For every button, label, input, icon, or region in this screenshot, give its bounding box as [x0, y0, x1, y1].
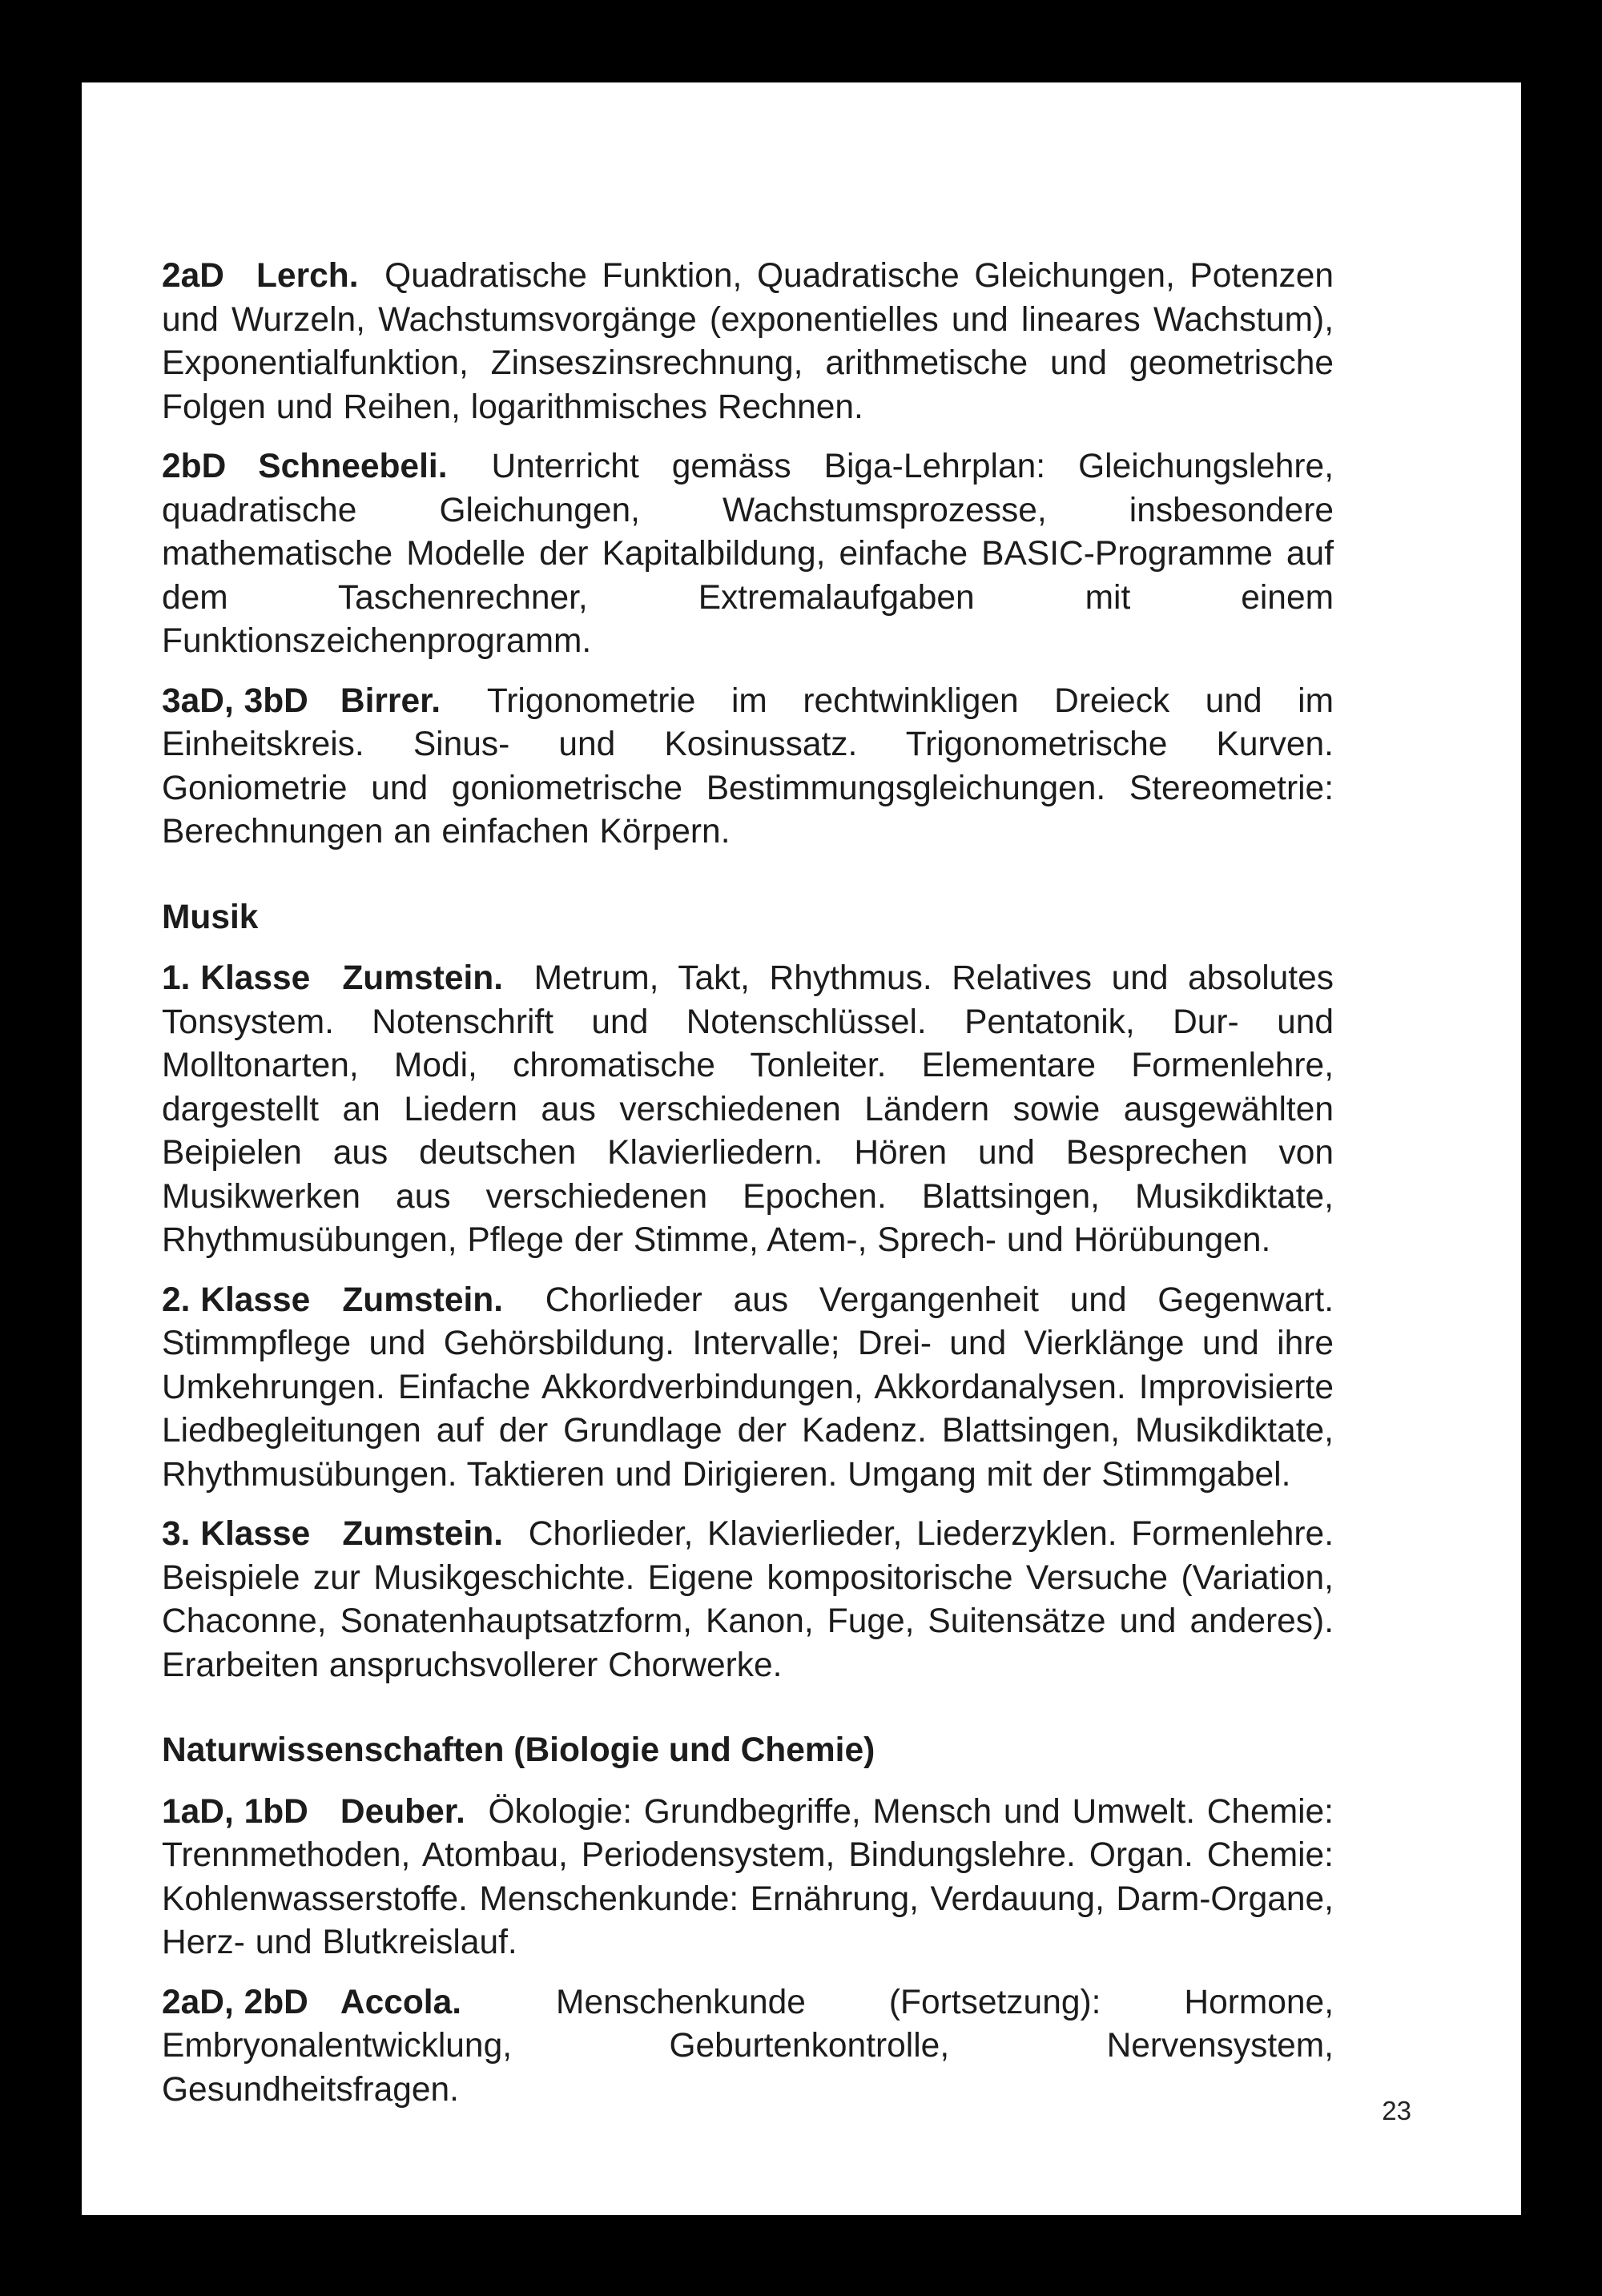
class-code: 3. Klasse — [162, 1515, 311, 1553]
course-entry — [162, 1279, 1334, 1498]
course-description: Quadratische Funktion, Quadratische Gleichungen, Potenzen und Wurzeln, Wachstumsvorgänge (exponentielles und lineares Wachstum), Exponentialfunktion, Zinseszinsrechnung, arithmetische und geometrische Folgen und Reihen, logarithmisches Rechnen. — [162, 257, 1334, 426]
class-code: 2aD — [162, 257, 224, 295]
teacher-name: Deuber. — [340, 1792, 465, 1831]
teacher-name: Accola. — [340, 1983, 462, 2021]
class-code: 2bD — [162, 448, 227, 485]
course-entry — [162, 957, 1334, 1263]
teacher-name: Zumstein. — [342, 1281, 504, 1319]
document-page — [82, 82, 1521, 2215]
teacher-name: Zumstein. — [342, 1515, 504, 1553]
course-description: Ökologie: Grundbegriffe, Mensch und Umwelt. Chemie: Trennmethoden, Atombau, Periodensystem, Bindungslehre. Organ. Chemie: Kohlenwasserstoffe. Menschenkunde: Ernährung, Verdauung, Darm-Organe, Herz- und Blutkreislauf. — [162, 1792, 1334, 1961]
teacher-name: Birrer. — [340, 682, 441, 720]
page-number: 23 — [1382, 2096, 1411, 2125]
course-description: Unterricht gemäss Biga-Lehrplan: Gleichungslehre, quadratische Gleichungen, Wachstumsprozesse, insbesondere mathematische Modelle der Kapitalbildung, einfache BASIC-Programme auf dem Taschenrechner, Extremalaufgaben mit einem Funktionszeichenprogramm. — [162, 448, 1334, 660]
class-code: 2. Klasse — [162, 1281, 311, 1319]
course-entry — [162, 1981, 1334, 2113]
teacher-name: Zumstein. — [342, 959, 504, 997]
class-code: 1aD, 1bD — [162, 1792, 308, 1831]
course-entry — [162, 255, 1334, 429]
class-code: 2aD, 2bD — [162, 1983, 308, 2021]
class-code: 3aD, 3bD — [162, 682, 308, 720]
course-entry — [162, 445, 1334, 664]
teacher-name: Schneebeli. — [258, 448, 448, 485]
course-description: Metrum, Takt, Rhythmus. Relatives und absolutes Tonsystem. Notenschrift und Notenschlüssel. Pentatonik, Dur- und Molltonarten, Modi, chromatische Tonleiter. Elementare Formenlehre, dargestellt an Liedern aus verschiedenen Ländern sowie ausgewählten Beipielen aus deutschen Klavierliedern. Hören und Besprechen von Musikwerken aus verschiedenen Epochen. Blattsingen, Musikdiktate, Rhythmusübungen, Pflege der Stimme, Atem-, Sprech- und Hörübungen. — [162, 959, 1334, 1259]
class-code: 1. Klasse — [162, 959, 311, 997]
page-content — [162, 255, 1334, 2128]
teacher-name: Lerch. — [256, 257, 359, 295]
course-entry — [162, 1513, 1334, 1687]
course-description: Trigonometrie im rechtwinkligen Dreieck und im Einheitskreis. Sinus- und Kosinussatz. Trigonometrische Kurven. Goniometrie und goniometrische Bestimmungsgleichungen. Stereometrie: Berechnungen an einfachen Körpern. — [162, 682, 1334, 850]
course-description: Menschenkunde (Fortsetzung): Hormone, Embryonalentwicklung, Geburtenkontrolle, Nervensystem, Gesundheitsfragen. — [162, 1983, 1334, 2109]
course-description: Chorlieder aus Vergangenheit und Gegenwart. Stimmpflege und Gehörsbildung. Intervalle; Drei- und Vierklänge und ihre Umkehrungen. Einfache Akkordverbindungen, Akkordanalysen. Improvisierte Liedbegleitungen auf der Grundlage der Kadenz. Blattsingen, Musikdiktate, Rhythmusübungen. Taktieren und Dirigieren. Umgang mit der Stimmgabel. — [162, 1281, 1334, 1494]
section-heading-naturwissenschaften: Naturwissenschaften (Biologie und Chemie) — [162, 1731, 875, 1769]
course-entry — [162, 1791, 1334, 1965]
section-heading-musik: Musik — [162, 898, 259, 936]
course-entry — [162, 680, 1334, 854]
course-description: Chorlieder, Klavierlieder, Liederzyklen. Formenlehre. Beispiele zur Musikgeschichte. Eigene kompositorische Versuche (Variation, Chaconne, Sonatenhauptsatzform, Kanon, Fuge, Suitensätze und anderes). Erarbeiten anspruchsvollerer Chorwerke. — [162, 1515, 1334, 1684]
